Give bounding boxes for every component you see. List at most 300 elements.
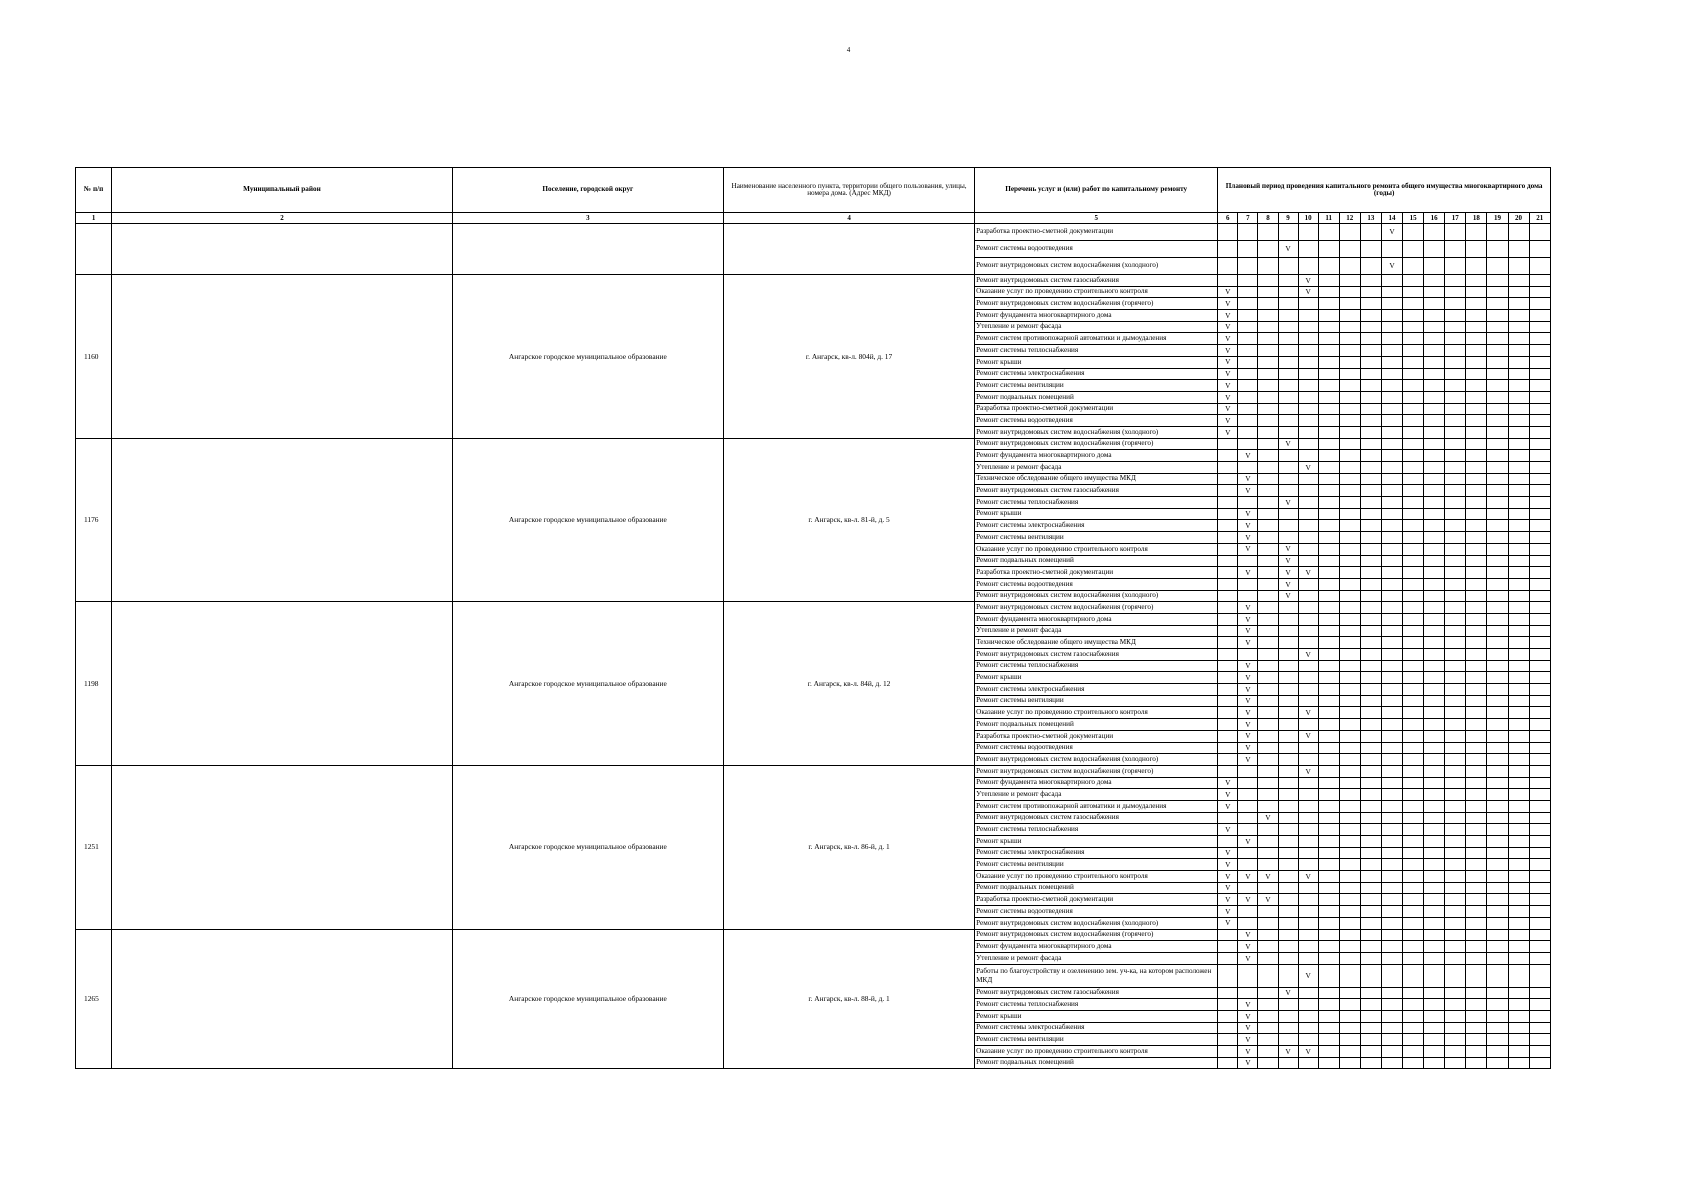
year-cell — [1508, 1010, 1529, 1022]
year-cell — [1403, 941, 1424, 953]
year-cell — [1424, 999, 1445, 1011]
year-cell — [1424, 415, 1445, 427]
year-cell — [1258, 660, 1278, 672]
year-cell — [1529, 602, 1550, 614]
year-cell — [1238, 590, 1258, 602]
year-cell — [1487, 1057, 1508, 1069]
year-cell — [1403, 368, 1424, 380]
year-mark-v — [1278, 497, 1298, 509]
column-number: 19 — [1487, 213, 1508, 224]
table-row — [76, 438, 1551, 450]
year-cell — [1360, 917, 1381, 929]
year-cell — [1487, 310, 1508, 322]
year-cell — [1360, 929, 1381, 941]
year-cell — [1445, 368, 1466, 380]
year-cell — [1339, 999, 1360, 1011]
year-cell — [1381, 286, 1402, 298]
column-number: 12 — [1339, 213, 1360, 224]
year-cell — [1381, 637, 1402, 649]
year-cell — [1318, 894, 1339, 906]
year-cell — [1487, 415, 1508, 427]
capital-repair-schedule-table — [75, 167, 1551, 1069]
year-cell — [1403, 1057, 1424, 1069]
year-cell — [1508, 695, 1529, 707]
year-cell — [1218, 578, 1238, 590]
year-cell — [1360, 380, 1381, 392]
year-cell — [1445, 894, 1466, 906]
work-name: Ремонт системы вентиляции — [975, 380, 1218, 392]
year-cell — [1360, 333, 1381, 345]
year-cell — [1508, 462, 1529, 474]
year-cell — [1381, 894, 1402, 906]
work-name: Разработка проектно-сметной документации — [975, 894, 1218, 906]
year-cell — [1258, 836, 1278, 848]
year-cell — [1318, 847, 1339, 859]
year-cell — [1318, 777, 1339, 789]
year-cell — [1466, 333, 1487, 345]
year-cell — [1360, 520, 1381, 532]
year-cell — [1278, 286, 1298, 298]
year-cell — [1218, 450, 1238, 462]
year-cell — [1445, 520, 1466, 532]
year-cell — [1318, 836, 1339, 848]
year-mark-v — [1238, 567, 1258, 579]
year-cell — [1529, 987, 1550, 999]
year-cell — [1360, 602, 1381, 614]
year-mark-v — [1218, 321, 1238, 333]
year-cell — [1298, 987, 1318, 999]
year-cell — [1508, 380, 1529, 392]
year-cell — [1278, 812, 1298, 824]
year-cell — [1466, 964, 1487, 987]
year-cell — [1298, 241, 1318, 258]
year-cell — [1381, 824, 1402, 836]
table-row — [76, 602, 1551, 614]
year-cell — [1381, 812, 1402, 824]
work-name: Ремонт системы электроснабжения — [975, 520, 1218, 532]
year-cell — [1381, 543, 1402, 555]
year-cell — [1508, 508, 1529, 520]
year-cell — [1403, 871, 1424, 883]
year-cell — [1529, 578, 1550, 590]
year-cell — [1487, 578, 1508, 590]
year-mark-v — [1218, 333, 1238, 345]
year-cell — [1487, 258, 1508, 275]
year-cell — [1381, 941, 1402, 953]
year-cell — [1238, 321, 1258, 333]
year-cell — [1258, 450, 1278, 462]
year-cell — [1529, 964, 1550, 987]
year-cell — [1487, 333, 1508, 345]
year-cell — [1445, 602, 1466, 614]
year-cell — [1278, 684, 1298, 696]
year-cell — [1381, 625, 1402, 637]
year-cell — [1360, 987, 1381, 999]
year-cell — [1508, 567, 1529, 579]
year-cell — [1424, 1057, 1445, 1069]
year-cell — [1339, 508, 1360, 520]
year-cell — [1466, 847, 1487, 859]
year-cell — [1424, 917, 1445, 929]
year-cell — [1360, 345, 1381, 357]
year-cell — [1529, 649, 1550, 661]
year-cell — [1238, 345, 1258, 357]
year-cell — [1318, 508, 1339, 520]
year-cell — [1508, 310, 1529, 322]
year-cell — [1445, 952, 1466, 964]
year-cell — [1218, 590, 1238, 602]
year-cell — [1403, 637, 1424, 649]
year-cell — [1487, 380, 1508, 392]
year-cell — [1360, 649, 1381, 661]
year-cell — [1403, 742, 1424, 754]
year-cell — [1445, 649, 1466, 661]
year-cell — [1424, 929, 1445, 941]
year-cell — [1466, 1034, 1487, 1046]
year-cell — [1318, 859, 1339, 871]
year-cell — [1258, 1034, 1278, 1046]
year-cell — [1218, 462, 1238, 474]
year-cell — [1403, 929, 1424, 941]
year-cell — [1258, 310, 1278, 322]
year-cell — [1318, 964, 1339, 987]
year-cell — [1258, 719, 1278, 731]
year-mark-v — [1238, 742, 1258, 754]
year-cell — [1466, 532, 1487, 544]
year-cell — [1445, 1010, 1466, 1022]
year-mark-v — [1278, 438, 1298, 450]
year-cell — [1318, 906, 1339, 918]
year-cell — [1278, 1034, 1298, 1046]
year-cell — [1381, 426, 1402, 438]
year-cell — [1424, 450, 1445, 462]
year-cell — [1529, 520, 1550, 532]
work-name: Ремонт системы вентиляции — [975, 695, 1218, 707]
year-cell — [1445, 438, 1466, 450]
year-cell — [1403, 275, 1424, 287]
year-cell — [1466, 777, 1487, 789]
settlement-cell: Ангарское городское муниципальное образование — [452, 929, 723, 1069]
year-mark-v — [1298, 1046, 1318, 1058]
year-cell — [1360, 637, 1381, 649]
column-number-row — [76, 213, 1551, 224]
year-cell — [1278, 1057, 1298, 1069]
year-cell — [1529, 824, 1550, 836]
column-number: 16 — [1424, 213, 1445, 224]
year-cell — [1339, 578, 1360, 590]
year-cell — [1278, 356, 1298, 368]
year-mark-v — [1238, 1034, 1258, 1046]
year-cell — [1424, 356, 1445, 368]
year-cell — [1445, 684, 1466, 696]
year-cell — [1445, 765, 1466, 777]
year-cell — [1238, 391, 1258, 403]
year-cell — [1445, 590, 1466, 602]
year-cell — [1258, 403, 1278, 415]
year-cell — [1360, 286, 1381, 298]
year-cell — [1238, 241, 1258, 258]
year-cell — [1529, 403, 1550, 415]
year-cell — [1403, 695, 1424, 707]
year-cell — [1403, 765, 1424, 777]
year-cell — [1298, 333, 1318, 345]
year-cell — [1318, 987, 1339, 999]
year-cell — [1445, 224, 1466, 241]
year-cell — [1339, 684, 1360, 696]
year-cell — [1298, 836, 1318, 848]
year-cell — [1278, 730, 1298, 742]
year-cell — [1381, 345, 1402, 357]
work-name: Ремонт системы водоотведения — [975, 906, 1218, 918]
year-cell — [1529, 462, 1550, 474]
year-cell — [1381, 800, 1402, 812]
work-name: Ремонт системы вентиляции — [975, 532, 1218, 544]
work-name: Ремонт внутридомовых систем газоснабжения — [975, 485, 1218, 497]
year-cell — [1508, 356, 1529, 368]
year-cell — [1298, 882, 1318, 894]
year-cell — [1318, 543, 1339, 555]
year-cell — [1298, 356, 1318, 368]
district-cell — [112, 929, 453, 1069]
year-cell — [1487, 695, 1508, 707]
year-cell — [1318, 1057, 1339, 1069]
year-cell — [1466, 1022, 1487, 1034]
year-cell — [1381, 532, 1402, 544]
year-cell — [1445, 613, 1466, 625]
year-cell — [1381, 754, 1402, 766]
year-cell — [1360, 871, 1381, 883]
year-cell — [1298, 310, 1318, 322]
year-mark-v — [1218, 824, 1238, 836]
year-cell — [1445, 1057, 1466, 1069]
year-cell — [1278, 380, 1298, 392]
year-cell — [1318, 789, 1339, 801]
year-cell — [1403, 660, 1424, 672]
year-cell — [1424, 578, 1445, 590]
year-cell — [1508, 578, 1529, 590]
work-name: Ремонт внутридомовых систем водоснабжения (горячего) — [975, 602, 1218, 614]
year-cell — [1529, 917, 1550, 929]
year-cell — [1487, 929, 1508, 941]
year-cell — [1258, 964, 1278, 987]
year-cell — [1339, 637, 1360, 649]
year-cell — [1445, 964, 1466, 987]
year-cell — [1445, 275, 1466, 287]
year-cell — [1278, 999, 1298, 1011]
year-cell — [1218, 836, 1238, 848]
year-cell — [1487, 707, 1508, 719]
year-cell — [1258, 824, 1278, 836]
year-cell — [1424, 765, 1445, 777]
year-cell — [1424, 333, 1445, 345]
work-name: Работы по благоустройству и озеленению зем. уч-ка, на котором расположен МКД — [975, 964, 1218, 987]
year-cell — [1508, 426, 1529, 438]
year-cell — [1238, 777, 1258, 789]
year-cell — [1258, 368, 1278, 380]
year-cell — [1258, 415, 1278, 427]
year-cell — [1339, 345, 1360, 357]
year-cell — [1424, 368, 1445, 380]
year-cell — [1360, 707, 1381, 719]
year-cell — [1508, 824, 1529, 836]
year-cell — [1360, 224, 1381, 241]
year-cell — [1424, 777, 1445, 789]
year-cell — [1508, 485, 1529, 497]
year-cell — [1529, 543, 1550, 555]
year-cell — [1258, 508, 1278, 520]
year-cell — [1298, 258, 1318, 275]
year-cell — [1445, 637, 1466, 649]
district-cell — [112, 602, 453, 766]
year-cell — [1466, 894, 1487, 906]
year-cell — [1445, 707, 1466, 719]
work-name: Ремонт внутридомовых систем водоснабжения (холодного) — [975, 590, 1218, 602]
year-cell — [1424, 438, 1445, 450]
year-cell — [1360, 1046, 1381, 1058]
year-cell — [1298, 917, 1318, 929]
year-cell — [1487, 859, 1508, 871]
year-cell — [1508, 707, 1529, 719]
column-number: 11 — [1318, 213, 1339, 224]
year-cell — [1278, 929, 1298, 941]
year-cell — [1360, 754, 1381, 766]
year-cell — [1218, 719, 1238, 731]
year-cell — [1258, 1046, 1278, 1058]
year-cell — [1298, 426, 1318, 438]
year-cell — [1508, 258, 1529, 275]
year-cell — [1403, 380, 1424, 392]
year-cell — [1487, 473, 1508, 485]
year-cell — [1529, 859, 1550, 871]
year-cell — [1466, 345, 1487, 357]
year-cell — [1258, 590, 1278, 602]
year-cell — [1278, 964, 1298, 987]
year-cell — [1445, 258, 1466, 275]
year-cell — [1278, 333, 1298, 345]
year-cell — [1278, 871, 1298, 883]
work-name: Утепление и ремонт фасада — [975, 625, 1218, 637]
year-cell — [1238, 964, 1258, 987]
year-cell — [1381, 462, 1402, 474]
year-cell — [1339, 1010, 1360, 1022]
year-cell — [1278, 1022, 1298, 1034]
year-cell — [1298, 508, 1318, 520]
year-cell — [1445, 999, 1466, 1011]
year-cell — [1487, 894, 1508, 906]
year-cell — [1487, 637, 1508, 649]
district-cell — [112, 438, 453, 602]
year-cell — [1529, 754, 1550, 766]
year-cell — [1318, 426, 1339, 438]
year-cell — [1298, 672, 1318, 684]
year-cell — [1403, 812, 1424, 824]
year-cell — [1258, 952, 1278, 964]
year-cell — [1339, 602, 1360, 614]
year-mark-v — [1218, 777, 1238, 789]
year-cell — [1218, 241, 1238, 258]
year-cell — [1218, 258, 1238, 275]
year-cell — [1487, 368, 1508, 380]
year-cell — [1529, 941, 1550, 953]
year-cell — [1381, 555, 1402, 567]
year-mark-v — [1218, 391, 1238, 403]
year-cell — [1381, 485, 1402, 497]
year-cell — [1529, 224, 1550, 241]
year-cell — [1424, 660, 1445, 672]
year-cell — [1529, 321, 1550, 333]
year-cell — [1487, 345, 1508, 357]
year-mark-v — [1298, 649, 1318, 661]
year-cell — [1445, 625, 1466, 637]
year-cell — [1466, 438, 1487, 450]
year-cell — [1424, 695, 1445, 707]
year-cell — [1445, 941, 1466, 953]
year-cell — [1318, 345, 1339, 357]
year-cell — [1403, 415, 1424, 427]
year-cell — [1424, 590, 1445, 602]
year-cell — [1238, 824, 1258, 836]
year-cell — [1445, 1034, 1466, 1046]
year-mark-v — [1381, 224, 1402, 241]
year-cell — [1218, 438, 1238, 450]
year-cell — [1258, 800, 1278, 812]
year-cell — [1445, 286, 1466, 298]
year-cell — [1278, 532, 1298, 544]
column-number: 13 — [1360, 213, 1381, 224]
year-cell — [1487, 847, 1508, 859]
year-cell — [1529, 1046, 1550, 1058]
year-cell — [1339, 672, 1360, 684]
year-cell — [1278, 637, 1298, 649]
year-cell — [1445, 403, 1466, 415]
year-mark-v — [1218, 894, 1238, 906]
year-cell — [1424, 754, 1445, 766]
year-cell — [1258, 298, 1278, 310]
year-cell — [1508, 391, 1529, 403]
year-cell — [1487, 1046, 1508, 1058]
year-mark-v — [1238, 1010, 1258, 1022]
year-cell — [1238, 462, 1258, 474]
year-cell — [1278, 485, 1298, 497]
year-cell — [1258, 275, 1278, 287]
year-cell — [1381, 964, 1402, 987]
work-name: Ремонт фундамента многоквартирного дома — [975, 613, 1218, 625]
year-mark-v — [1238, 450, 1258, 462]
record-number: 1176 — [76, 438, 112, 602]
year-cell — [1381, 602, 1402, 614]
year-cell — [1403, 497, 1424, 509]
year-cell — [1466, 462, 1487, 474]
year-mark-v — [1218, 847, 1238, 859]
year-mark-v — [1238, 1022, 1258, 1034]
year-cell — [1403, 917, 1424, 929]
year-cell — [1278, 859, 1298, 871]
year-cell — [1298, 368, 1318, 380]
work-name: Разработка проектно-сметной документации — [975, 403, 1218, 415]
year-cell — [1529, 310, 1550, 322]
year-cell — [1403, 800, 1424, 812]
year-cell — [1487, 321, 1508, 333]
year-cell — [1339, 368, 1360, 380]
year-cell — [1298, 789, 1318, 801]
year-cell — [1466, 649, 1487, 661]
year-cell — [1381, 321, 1402, 333]
year-cell — [1339, 847, 1360, 859]
year-cell — [1403, 1046, 1424, 1058]
year-cell — [1381, 999, 1402, 1011]
year-cell — [1529, 508, 1550, 520]
address-cell: г. Ангарск, кв-л. 88-й, д. 1 — [723, 929, 974, 1069]
